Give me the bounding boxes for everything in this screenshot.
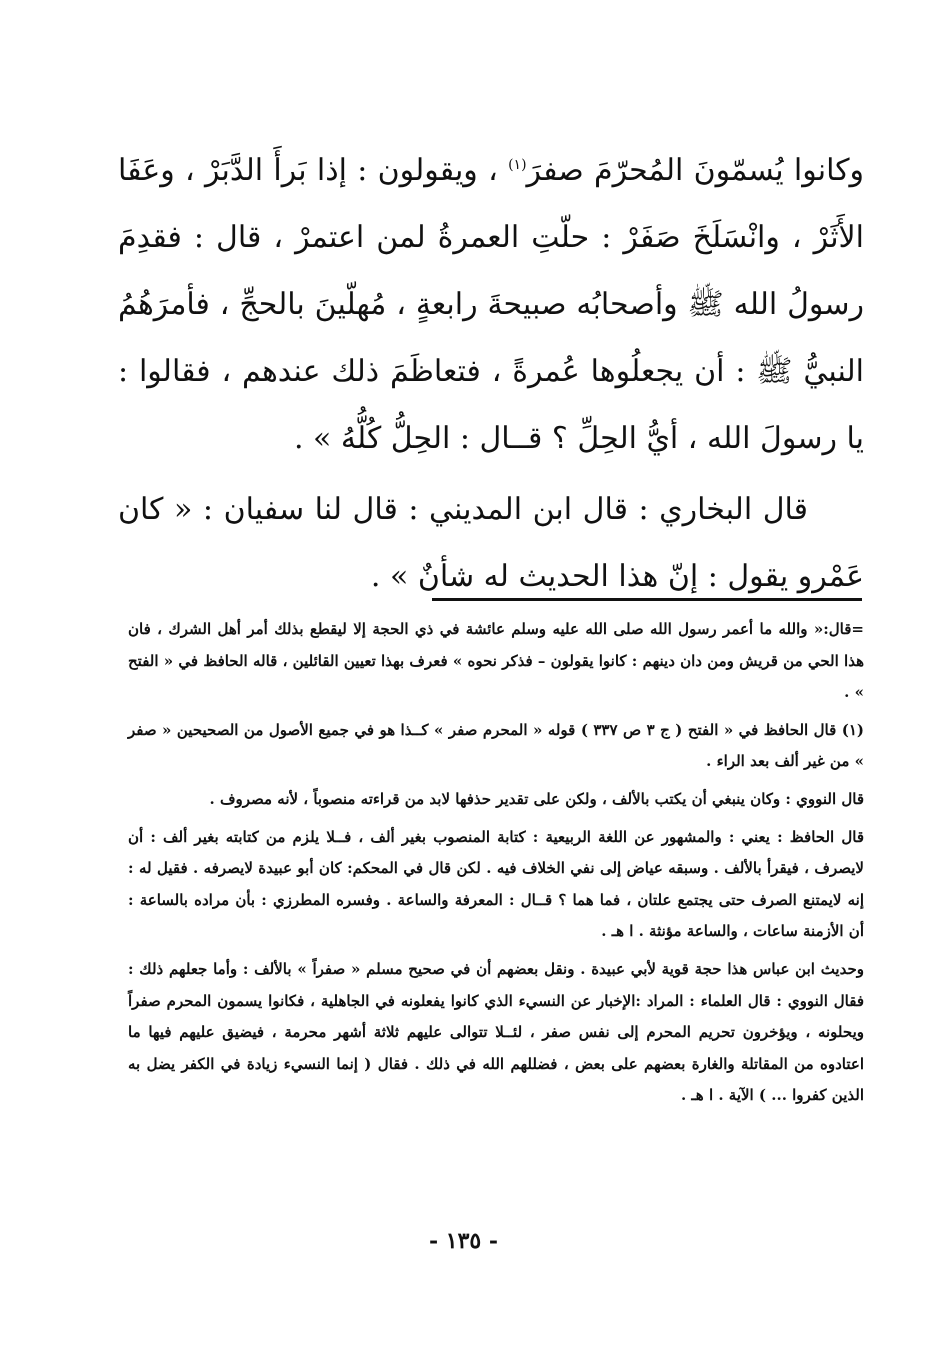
footnote-reference: (١) (508, 157, 527, 173)
main-paragraph-1 (118, 132, 864, 472)
footnote-nawawi: قال النووي : وكان ينبغي أن يكتب بالألف ، ولكن على تقدير حذفها لابد من قراءته منصوباً ، لأنه مصروف . (209, 789, 864, 808)
footnote-continuation: =قال:« والله ما أعمر رسول الله صلى الله عليه وسلم عائشة في ذي الحجة إلا ليقطع بذلك أمر أهل الشرك ، فان هذا الحي من قريش ومن دان دينهم : كانوا يقولون – فذكر نحوه » فعرف بهذا تعيين القائلين ، قاله الحافظ في « الفتح » . (128, 620, 864, 702)
footnote-divider (432, 598, 862, 601)
main-paragraph-1-start: وكانوا يُسمّونَ المُحرّمَ صفرَ (526, 153, 864, 188)
footnotes-block (128, 614, 864, 1118)
page-number: - ١٣٥ - (428, 1228, 499, 1254)
footnote-1: (١) قال الحافظ في « الفتح ( ج ٣ ص ٣٣٧ ) قوله « المحرم صفر » كــذا هو في جميع الأصول من الصحيحين « صفر » من غير ألف بعد الراء . (128, 720, 864, 771)
main-paragraph-1-rest: ، ويقولون : إذا بَرأَ الدَّبَرْ ، وعَفَا الأَثَرْ ، وانْسَلَخَ صَفَرْ : حلّتِ العمرةُ لمن اعتمرْ ، قال : فقدِمَ رسولُ الله ﷺ وأصحابُه صبيحةَ رابعةٍ ، مُهلّينَ بالحجِّ ، فأمرَهُمُ النبيُّ ﷺ : أن يجعلُوها عُمرةً ، فتعاظَمَ ذلك عندهم ، فقالوا : يا رسولَ الله ، أيُّ الحِلِّ ؟ قــال : الحِلُّ كُلُّهُ » . (118, 153, 864, 456)
main-paragraph-2: قال البخاري : قال ابن المديني : قال لنا سفيان : « كان عَمْرو يقول : إنّ هذا الحديث له شأنٌ » . (118, 492, 864, 594)
footnote-hafiz: قال الحافظ : يعني : والمشهور عن اللغة الربيعية : كتابة المنصوب بغير ألف ، فــلا يلزم من كتابته بغير ألف : أن لايصرف ، فيقرأ بالألف . وسبقه عياض إلى نفي الخلاف فيه . لكن قال في المحكم: كان أبو عبيدة لايصرفه . فقيل له : إنه لايمتنع الصرف حتى يجتمع علتان ، فما هما ؟ قــال : المعرفة والساعة . وفسره المطرزي : بأن مراده بالساعة : أن الأزمنة ساعات ، والساعة مؤنثة . ا هـ . (128, 827, 864, 941)
main-text-block (118, 132, 864, 610)
footnote-ibn-abbas: وحديث ابن عباس هذا حجة قوية لأبي عبيدة . ونقل بعضهم أن في صحيح مسلم « صفراً » بالألف : وأما جعلهم ذلك : فقال النووي : قال العلماء : المراد :الإخبار عن النسيء الذي كانوا يفعلونه في الجاهلية ، فكانوا يسمون المحرم صفراً ويحلونه ، ويؤخرون تحريم المحرم إلى نفس صفر ، لئــلا تتوالى عليهم ثلاثة أشهر محرمة ، فيضيق عليهم فيها ما اعتادوه من المقاتلة والغارة بعضهم على بعض ، فضللهم الله في ذلك . فقال ( إنما النسيء زيادة في الكفر يضل به الذين كفروا ... ) الآية . ا هـ . (128, 959, 864, 1105)
